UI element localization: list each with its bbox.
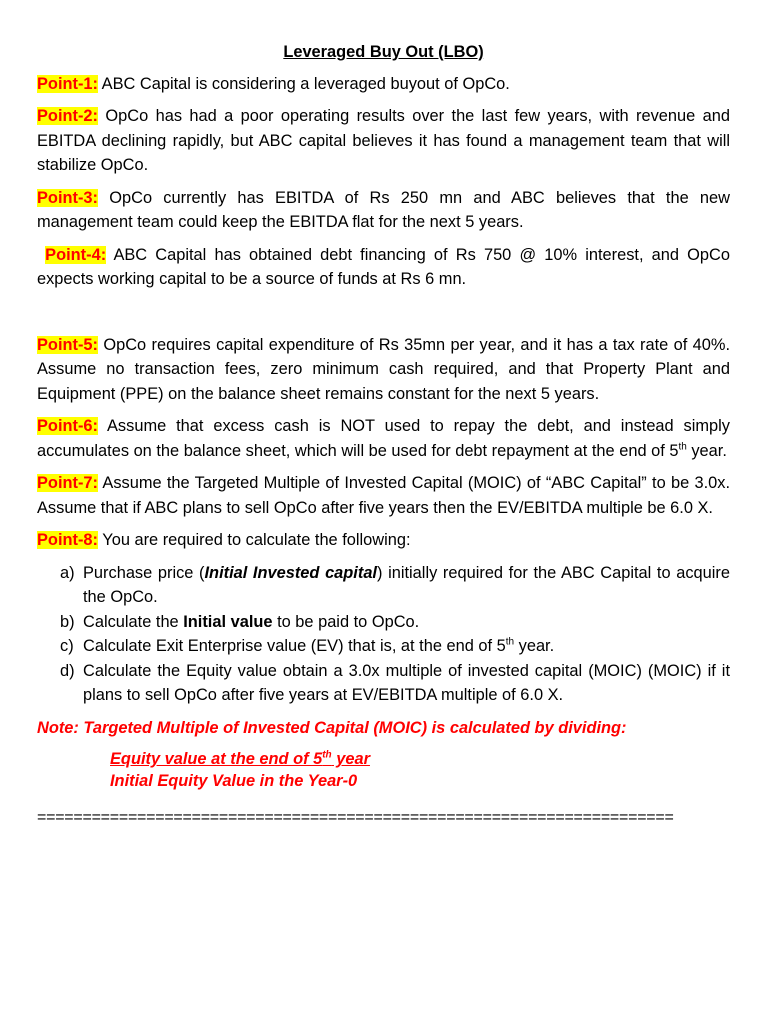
list-marker: c) [60, 637, 74, 655]
task-text-end: year. [514, 637, 555, 655]
moic-note: Note: Targeted Multiple of Invested Capital (MOIC) is calculated by dividing: [37, 718, 627, 737]
document-page [37, 40, 730, 831]
point-label: Point-1: [37, 74, 99, 93]
point-2 [37, 104, 730, 178]
ordinal-suffix: th [678, 441, 687, 453]
emphasis-text: Initial Invested capital [204, 563, 377, 582]
point-text: ABC Capital has obtained debt financing of Rs 750 @ 10% interest, and OpCo expects working capital to be a source of funds at Rs 6 mn. [37, 245, 730, 288]
point-3 [37, 186, 730, 235]
point-text: OpCo has had a poor operating results over the last few years, with revenue and EBITDA declining rapidly, but ABC capital believes it has found a management team that will stabilize OpCo. [37, 107, 730, 174]
ordinal-suffix: th [505, 636, 515, 648]
formula-numerator [110, 748, 730, 770]
point-6 [37, 414, 730, 463]
task-a [37, 561, 730, 610]
point-7 [37, 471, 730, 520]
point-8 [37, 528, 730, 553]
task-d [37, 659, 730, 708]
list-marker: d) [60, 661, 75, 680]
ordinal-number: 5 [669, 441, 679, 460]
point-label: Point-7: [37, 474, 99, 492]
point-text: Assume the Targeted Multiple of Invested Capital (MOIC) of “ABC Capital” to be 3.0x. Assume that if ABC plans to sell OpCo after five years then the EV/EBITDA multiple be 6.0 X. [37, 474, 730, 517]
task-text: Calculate Exit Enterprise value (EV) that is, at the end of 5 [83, 637, 506, 655]
emphasis-text: Initial value [183, 612, 273, 631]
point-text: OpCo currently has EBITDA of Rs 250 mn and ABC believes that the new management team could keep the EBITDA flat for the next 5 years. [37, 188, 730, 231]
list-marker: a) [60, 563, 75, 582]
point-label: Point-4: [45, 245, 107, 264]
formula-denominator: Initial Equity Value in the Year-0 [110, 772, 358, 790]
point-text: ABC Capital is considering a leveraged buyout of OpCo. [98, 74, 510, 93]
blank-line [37, 300, 730, 333]
point-label: Point-5: [37, 335, 99, 354]
point-label: Point-2: [37, 107, 99, 125]
ordinal-suffix: th [322, 749, 332, 761]
task-b [37, 610, 730, 635]
document-title: Leveraged Buy Out (LBO) [283, 43, 484, 61]
task-c [37, 634, 730, 659]
point-1 [37, 72, 730, 97]
point-4 [37, 243, 730, 292]
point-text-end: year. [686, 441, 727, 460]
task-text: Purchase price ( [83, 563, 205, 582]
moic-formula [110, 748, 730, 792]
point-text: Assume that excess cash is NOT used to repay the debt, and instead simply accumulates on the balance sheet, which will be used for debt repayment at the end of [37, 417, 730, 460]
task-text: Calculate the [83, 612, 184, 631]
list-marker: b) [60, 612, 75, 631]
point-label: Point-8: [37, 531, 99, 549]
task-text: Calculate the Equity value obtain a 3.0x multiple of invested capital (MOIC) (MOIC) if it plans to sell OpCo after five years at EV/EBITDA multiple of 6.0 X. [83, 661, 730, 704]
numerator-text: Equity value at the end of 5 [110, 750, 323, 768]
task-text-end: ) initially required for the ABC Capital to acquire the OpCo. [83, 563, 730, 606]
separator-line: ====================================================================== [37, 809, 674, 826]
task-list [37, 561, 730, 708]
point-label: Point-3: [37, 188, 99, 207]
numerator-text-end: year [331, 750, 370, 768]
point-text: You are required to calculate the following: [98, 531, 411, 549]
point-text: OpCo requires capital expenditure of Rs 35mn per year, and it has a tax rate of 40%. Assume no transaction fees, zero minimum cash required, and that Property Plant and Equipment (PPE) on the balance sheet remains constant for the next 5 years. [37, 335, 730, 403]
task-text-end: to be paid to OpCo. [272, 612, 420, 631]
point-5 [37, 333, 730, 407]
point-label: Point-6: [37, 417, 99, 435]
